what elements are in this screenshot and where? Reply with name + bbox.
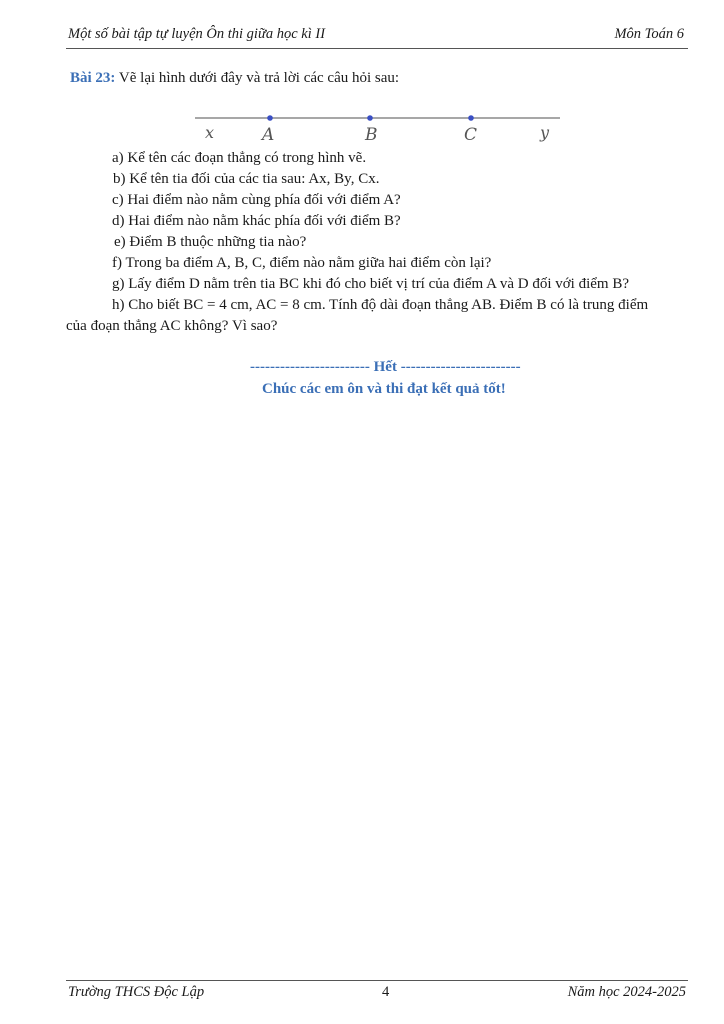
point-b-label: B <box>365 125 378 145</box>
end-marker: ------------------------ Hết ------------------------ <box>250 359 521 375</box>
problem-statement <box>70 70 399 87</box>
question-g: g) Lấy điểm D nằm trên tia BC khi đó cho biết vị trí của điểm A và D đối với điểm B? <box>112 276 630 292</box>
question-b: b) Kể tên tia đối của các tia sau: Ax, By, Cx. <box>113 171 380 187</box>
question-h-continuation: của đoạn thẳng AC không? Vì sao? <box>66 318 278 334</box>
point-a-label: A <box>262 125 275 145</box>
point-b-dot <box>367 115 373 121</box>
header-title: Một số bài tập tự luyện Ôn thi giữa học kì II <box>68 26 326 42</box>
problem-prompt: Vẽ lại hình dưới đây và trả lời các câu hỏi sau: <box>118 70 400 86</box>
question-e: e) Điểm B thuộc những tia nào? <box>114 234 307 250</box>
ray-x-label: x <box>205 123 215 142</box>
question-a: a) Kể tên các đoạn thẳng có trong hình vẽ. <box>112 150 367 166</box>
point-c-dot <box>468 115 474 121</box>
page-footer <box>66 980 688 1005</box>
page-number: 4 <box>382 984 390 1000</box>
closing-wish: Chúc các em ôn và thi đạt kết quả tốt! <box>262 381 506 397</box>
point-c-label: C <box>464 125 478 145</box>
ray-y-label: y <box>540 123 550 142</box>
question-d: d) Hai điểm nào nằm khác phía đối với điểm B? <box>112 213 401 229</box>
page-header <box>66 24 688 49</box>
problem-number: Bài 23: <box>70 70 116 86</box>
line-figure <box>190 108 570 148</box>
question-f: f) Trong ba điểm A, B, C, điểm nào nằm giữa hai điểm còn lại? <box>112 255 492 271</box>
question-h: h) Cho biết BC = 4 cm, AC = 8 cm. Tính độ dài đoạn thẳng AB. Điểm B có là trung điểm <box>112 297 649 313</box>
point-a-dot <box>267 115 273 121</box>
header-subject: Môn Toán 6 <box>614 26 684 42</box>
question-c: c) Hai điểm nào nằm cùng phía đối với điểm A? <box>112 192 401 208</box>
footer-school: Trường THCS Độc Lập <box>68 984 205 1000</box>
footer-year: Năm học 2024-2025 <box>567 984 686 1000</box>
